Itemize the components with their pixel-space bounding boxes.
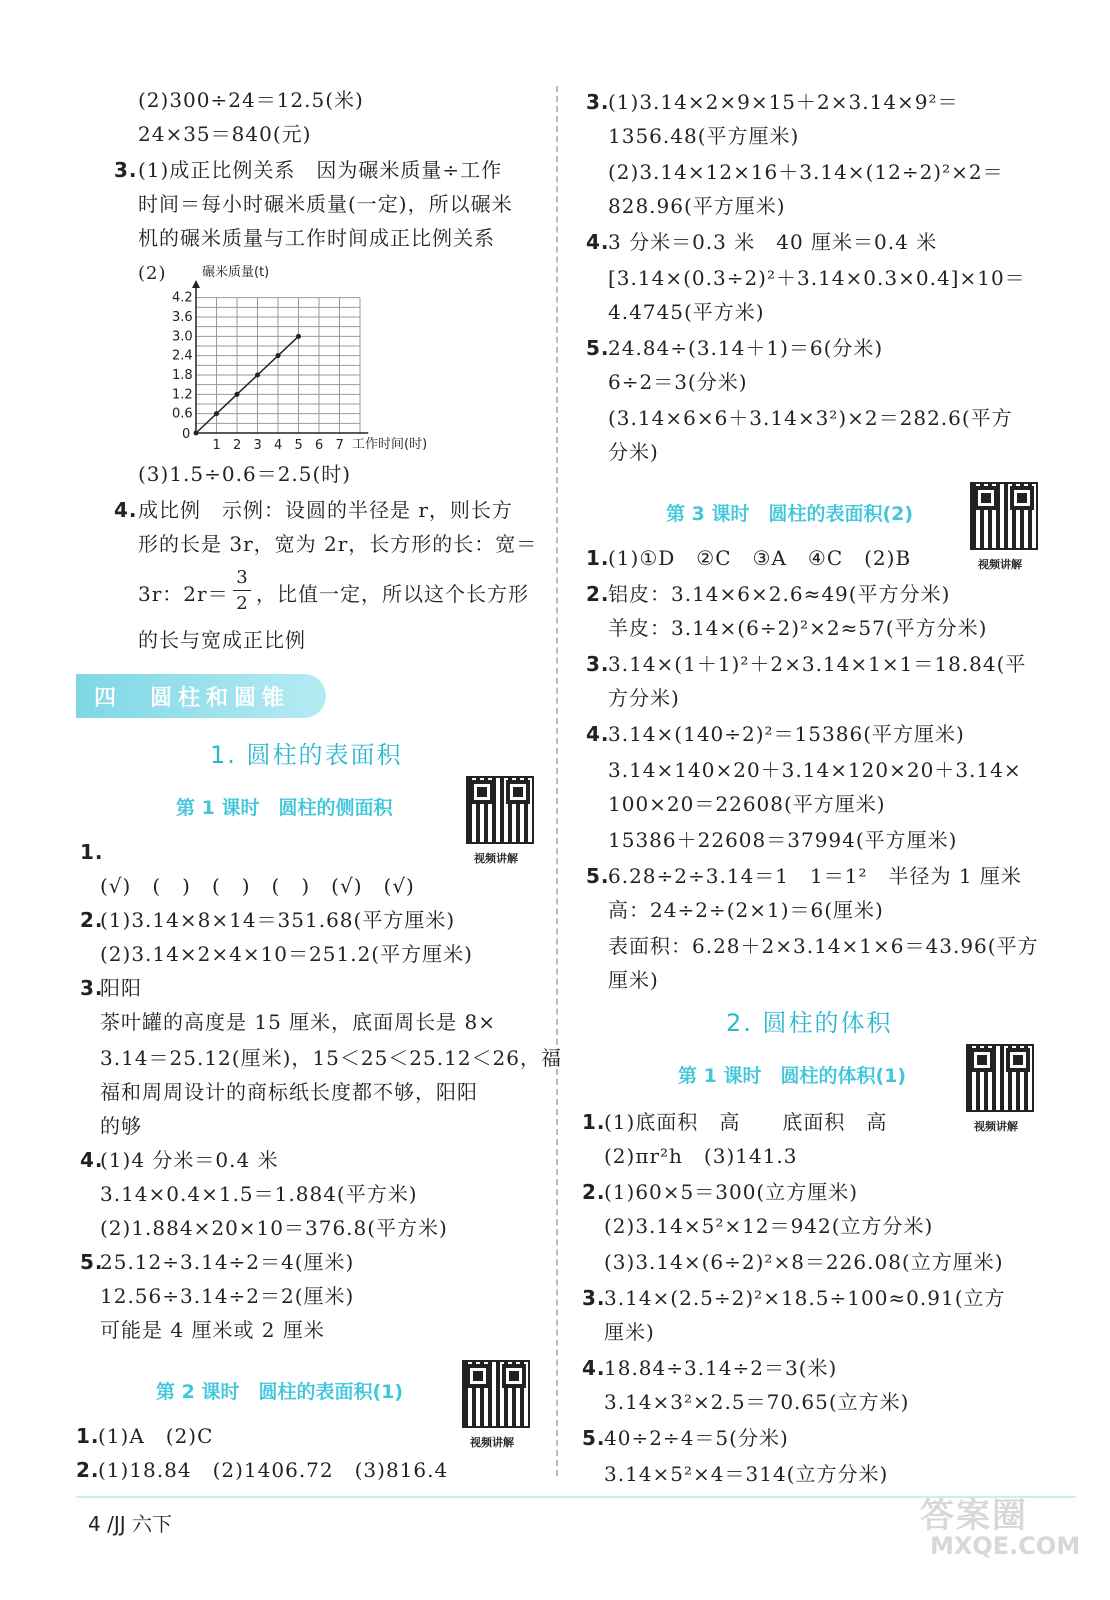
- question-number: 4.: [114, 498, 138, 522]
- chart-grid: [196, 298, 360, 433]
- question-number: 2.: [582, 1180, 606, 1204]
- question-number: 2.: [76, 1458, 100, 1482]
- unit-banner: [76, 674, 326, 718]
- text-line: 时间＝每小时碾米质量(一定)，所以碾米: [138, 192, 513, 216]
- text-line: (1)A (2)C: [98, 1424, 214, 1448]
- text-line: (1)60×5＝300(立方厘米): [604, 1180, 859, 1204]
- column-divider: [556, 86, 558, 1476]
- text-line: 形的长是 3r，宽为 2r，长方形的长：宽＝: [138, 532, 538, 556]
- text-line: 18.84÷3.14÷2＝3(米): [604, 1356, 838, 1380]
- question-number: 3.: [586, 90, 610, 114]
- chart-origin-label: 0: [182, 427, 191, 442]
- chart-x-label: 工作时间(时): [352, 437, 428, 452]
- y-tick-label: 1.2: [172, 387, 193, 403]
- text-line: 3.14×(2.5÷2)²×18.5÷100≈0.91(立方: [604, 1286, 1006, 1310]
- question-number: 1.: [582, 1110, 606, 1134]
- x-tick-label: 5: [294, 438, 303, 453]
- text-line: (1)3.14×8×14＝351.68(平方厘米): [100, 908, 456, 932]
- fraction-denominator: 2: [236, 593, 248, 614]
- text-line: (√) ( ) ( ) ( ) (√) (√): [100, 874, 415, 898]
- text-line: 6.28÷2÷3.14＝1 1＝1² 半径为 1 厘米: [608, 864, 1022, 888]
- x-tick-label: 3: [253, 438, 262, 453]
- data-point: [235, 392, 240, 397]
- text-line: 阳阳: [100, 976, 142, 1000]
- text-line: 4.4745(平方米): [608, 300, 765, 324]
- question-number: 4.: [80, 1148, 104, 1172]
- question-number: 1.: [76, 1424, 100, 1448]
- chart-y-label: 碾米质量(t): [202, 265, 270, 280]
- y-tick-label: 2.4: [172, 348, 193, 364]
- page-footer: 4 /JJ 六下: [88, 1512, 172, 1536]
- data-point: [276, 353, 281, 358]
- text-line: 1356.48(平方厘米): [608, 124, 800, 148]
- question-number: 3.: [582, 1286, 606, 1310]
- question-number: 5.: [80, 1250, 104, 1274]
- qr-caption: 视频讲解: [474, 852, 518, 865]
- lesson-title: 第 1 课时 圆柱的侧面积: [176, 797, 393, 819]
- question-number: 4.: [586, 722, 610, 746]
- y-tick-label: 4.2: [172, 290, 193, 306]
- text-line: 机的碾米质量与工作时间成正比例关系: [138, 226, 495, 250]
- text-line: 高：24÷2÷(2×1)＝6(厘米): [608, 898, 884, 922]
- text-line: (3)3.14×(6÷2)²×8＝226.08(立方厘米): [604, 1250, 1004, 1274]
- text-line: 厘米): [604, 1320, 655, 1344]
- text-line: (2): [138, 263, 167, 284]
- question-number: 2.: [586, 582, 610, 606]
- data-point: [296, 334, 301, 339]
- data-point: [194, 431, 199, 436]
- lesson-title: 第 2 课时 圆柱的表面积(1): [156, 1381, 404, 1403]
- text-line: (2)3.14×12×16＋3.14×(12÷2)²×2＝: [608, 160, 1004, 184]
- qr-code-icon[interactable]: [462, 1360, 530, 1428]
- text-line: 12.56÷3.14÷2＝2(厘米): [100, 1284, 355, 1308]
- text-line: (1)底面积 高 底面积 高: [604, 1110, 888, 1134]
- question-number: 2.: [80, 908, 104, 932]
- qr-code-icon[interactable]: [466, 776, 534, 844]
- text-line: (1)3.14×2×9×15＋2×3.14×9²＝: [608, 90, 959, 114]
- y-tick-label: 3.0: [172, 329, 193, 345]
- text-line: (2)πr²h (3)141.3: [604, 1144, 798, 1168]
- section-title: 2. 圆柱的体积: [726, 1009, 893, 1037]
- question-number: 5.: [582, 1426, 606, 1450]
- x-tick-label: 6: [315, 438, 324, 453]
- text-line: 羊皮：3.14×(6÷2)²×2≈57(平方分米): [608, 616, 988, 640]
- y-tick-label: 3.6: [172, 310, 193, 325]
- text-line: 福和周周设计的商标纸长度都不够，阳阳: [100, 1080, 478, 1104]
- text-line: (2)1.884×20×10＝376.8(平方米): [100, 1216, 448, 1240]
- lesson-title: 第 3 课时 圆柱的表面积(2): [666, 503, 914, 525]
- question-number: 3.: [586, 652, 610, 676]
- text-line: 可能是 4 厘米或 2 厘米: [100, 1318, 325, 1342]
- text-line: (3)1.5÷0.6＝2.5(时): [138, 462, 352, 486]
- fraction-numerator: 3: [236, 567, 248, 588]
- text-line: 100×20＝22608(平方厘米): [608, 792, 886, 816]
- question-number: 3.: [114, 158, 138, 182]
- text-line: 25.12÷3.14÷2＝4(厘米): [100, 1250, 355, 1274]
- watermark-url: MXQE.COM: [930, 1532, 1081, 1560]
- qr-caption: 视频讲解: [470, 1436, 514, 1449]
- text-line: ，比值一定，所以这个长方形: [256, 582, 529, 606]
- text-line: (2)3.14×2×4×10＝251.2(平方厘米): [100, 942, 473, 966]
- question-number: 1.: [80, 840, 104, 864]
- unit-title: 四 圆柱和圆锥: [94, 686, 291, 711]
- text-line: 铝皮：3.14×6×2.6≈49(平方分米): [608, 582, 951, 606]
- text-line: 15386＋22608＝37994(平方厘米): [608, 828, 958, 852]
- text-line: (2)3.14×5²×12＝942(立方分米): [604, 1214, 934, 1238]
- text-line: 3r：2r＝: [138, 582, 229, 606]
- data-point: [255, 373, 260, 378]
- question-number: 4.: [582, 1356, 606, 1380]
- y-tick-label: 1.8: [172, 368, 193, 383]
- section-title: 1. 圆柱的表面积: [210, 741, 403, 769]
- y-axis-arrow: [192, 280, 200, 288]
- text-line: 828.96(平方厘米): [608, 194, 786, 218]
- text-line: (1)①D ②C ③A ④C (2)B: [608, 546, 912, 570]
- text-line: 3.14×3²×2.5＝70.65(立方米): [604, 1390, 910, 1414]
- fraction-bar: [233, 590, 251, 591]
- question-number: 1.: [586, 546, 610, 570]
- question-number: 5.: [586, 864, 610, 888]
- text-line: 表面积：6.28＋2×3.14×1×6＝43.96(平方: [608, 934, 1039, 958]
- data-point: [214, 411, 219, 416]
- text-line: 6÷2＝3(分米): [608, 370, 748, 394]
- question-number: 4.: [586, 230, 610, 254]
- qr-caption: 视频讲解: [974, 1120, 1018, 1133]
- text-line: (3.14×6×6＋3.14×3²)×2＝282.6(平方: [608, 406, 1013, 430]
- qr-code-icon[interactable]: [966, 1044, 1034, 1112]
- x-tick-label: 1: [212, 438, 221, 453]
- qr-caption: 视频讲解: [978, 558, 1022, 571]
- text-line: (1)成正比例关系 因为碾米质量÷工作: [138, 158, 503, 182]
- text-line: 3.14×(1＋1)²＋2×3.14×1×1＝18.84(平: [608, 652, 1027, 676]
- text-line: 3.14＝25.12(厘米)，15＜25＜25.12＜26，福: [100, 1046, 562, 1070]
- text-line: 茶叶罐的高度是 15 厘米，底面周长是 8×: [100, 1010, 497, 1034]
- text-line: 的够: [100, 1114, 142, 1138]
- text-line: 分米): [608, 440, 659, 464]
- watermark-logo: 答案圈: [920, 1496, 1028, 1536]
- x-tick-label: 2: [233, 438, 242, 453]
- text-line: 3.14×140×20＋3.14×120×20＋3.14×: [608, 758, 1022, 782]
- text-line: 3.14×5²×4＝314(立方分米): [604, 1462, 889, 1486]
- text-line: (1)18.84 (2)1406.72 (3)816.4: [98, 1458, 449, 1482]
- text-line: 40÷2÷4＝5(分米): [604, 1426, 789, 1450]
- text-line: [3.14×(0.3÷2)²＋3.14×0.3×0.4]×10＝: [608, 266, 1026, 290]
- text-line: 3.14×(140÷2)²＝15386(平方厘米): [608, 722, 965, 746]
- lesson-title: 第 1 课时 圆柱的体积(1): [678, 1065, 907, 1087]
- text-line: 厘米): [608, 968, 659, 992]
- text-line: 方分米): [608, 686, 680, 710]
- question-number: 5.: [586, 336, 610, 360]
- text-line: 24×35＝840(元): [138, 122, 312, 146]
- text-line: 3 分米＝0.3 米 40 厘米＝0.4 米: [608, 230, 938, 254]
- question-number: 3.: [80, 976, 104, 1000]
- text-line: (1)4 分米＝0.4 米: [100, 1148, 279, 1172]
- text-line: 成比例 示例：设圆的半径是 r，则长方: [138, 498, 513, 522]
- qr-code-icon[interactable]: [970, 482, 1038, 550]
- text-line: 3.14×0.4×1.5＝1.884(平方米): [100, 1182, 418, 1206]
- text-line: 的长与宽成正比例: [138, 628, 306, 652]
- line-chart: [160, 258, 480, 458]
- text-line: 24.84÷(3.14＋1)＝6(分米): [608, 336, 884, 360]
- y-tick-label: 0.6: [172, 406, 193, 422]
- text-line: (2)300÷24＝12.5(米): [138, 88, 364, 112]
- x-tick-label: 4: [274, 438, 283, 453]
- x-tick-label: 7: [335, 438, 344, 453]
